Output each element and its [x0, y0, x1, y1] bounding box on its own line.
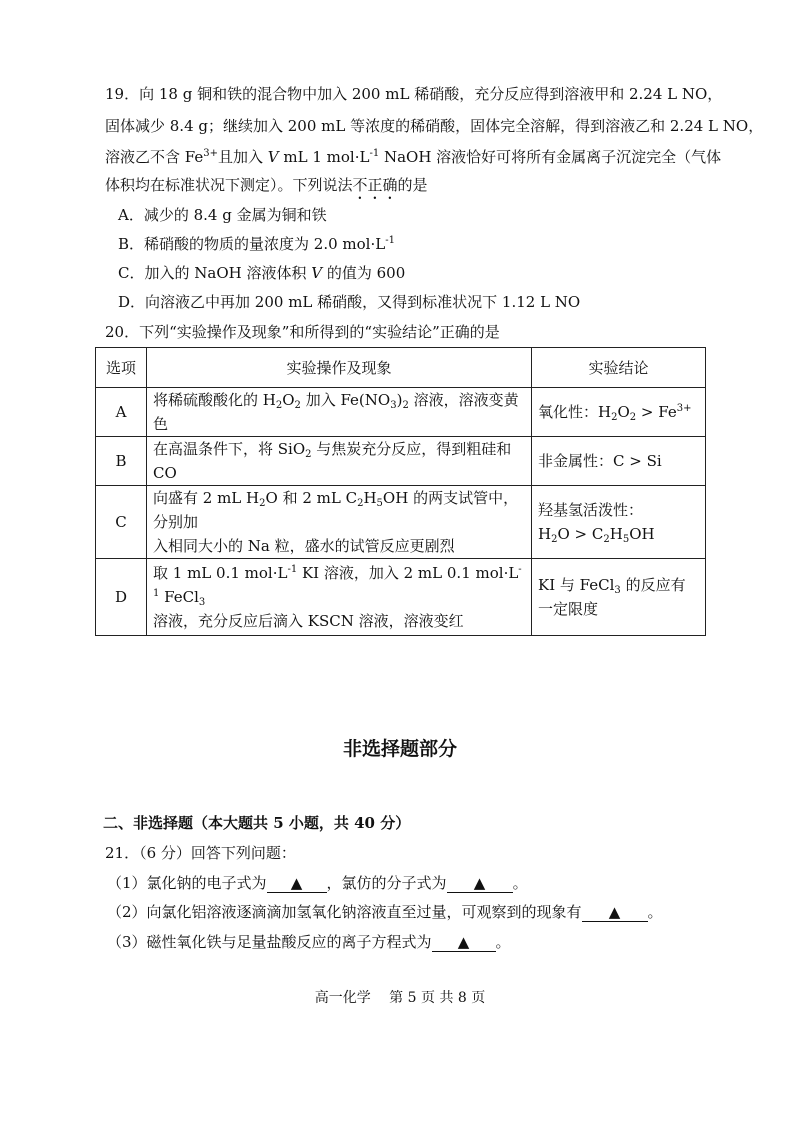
- text: 在高温条件下，将 SiO: [153, 440, 306, 458]
- subscript: 2: [603, 534, 610, 545]
- row-conclusion: [532, 486, 706, 559]
- text: H: [609, 525, 623, 543]
- answer-blank[interactable]: ▲: [447, 874, 513, 893]
- text: 。: [512, 874, 528, 892]
- subscript: 3: [390, 400, 397, 411]
- text: （1）氯化钠的电子式为: [107, 874, 267, 892]
- conclusion-line-1: 羟基氢活泼性：: [538, 501, 644, 519]
- q19-line-4: [105, 175, 428, 203]
- text: H: [363, 489, 377, 507]
- text: 取 1 mL 0.1 mol·L: [153, 564, 288, 582]
- text: H: [538, 525, 552, 543]
- subscript: 2: [275, 400, 283, 411]
- text: 加入 Fe(NO: [300, 391, 391, 409]
- header-operation: 实验操作及现象: [147, 348, 532, 388]
- text: O > C: [557, 525, 604, 543]
- row-conclusion: 非金属性：C > Si: [532, 437, 706, 486]
- subscript: 3: [614, 585, 621, 596]
- table-row-c: [96, 486, 706, 559]
- text: O 和 2 mL C: [265, 489, 358, 507]
- text: KI 溶液，加入 2 mL 0.1 mol·L: [297, 564, 519, 582]
- row-label: B: [96, 437, 147, 486]
- q20-stem: 20．下列“实验操作及现象”和所得到的“实验结论”正确的是: [105, 323, 500, 341]
- text: O: [617, 403, 630, 421]
- header-option: 选项: [96, 348, 147, 388]
- subscript: 2: [551, 534, 558, 545]
- text: C．加入的 NaOH 溶液体积: [118, 264, 312, 282]
- q21-sub1: [107, 873, 528, 893]
- q19-option-c: [118, 263, 405, 283]
- superscript: -1: [369, 148, 380, 159]
- answer-blank[interactable]: ▲: [432, 933, 496, 952]
- text: 的值为 600: [322, 264, 406, 282]
- page-footer: 高一化学 第 5 页 共 8 页: [314, 990, 486, 1006]
- answer-blank[interactable]: ▲: [582, 903, 648, 922]
- text: mL 1 mol·L: [278, 148, 370, 166]
- subscript: 2: [402, 400, 409, 411]
- text: FeCl: [159, 588, 199, 606]
- q21-sub2: [107, 902, 663, 922]
- text: OH: [629, 525, 655, 543]
- q21-stem: 21．（6 分）回答下列问题：: [105, 844, 296, 862]
- text: 体积均在标准状况下测定）。下列说法: [105, 176, 353, 194]
- subscript: 2: [629, 412, 637, 423]
- superscript: 3+: [203, 148, 218, 159]
- table-row-a: [96, 388, 706, 437]
- emphasis-not-correct: 不正确: [352, 176, 398, 194]
- text: 与焦炭充分反应，得到粗硅和 CO: [153, 440, 512, 482]
- text: NaOH 溶液恰好可将所有金属离子沉淀完全（气体: [379, 148, 722, 166]
- row-operation: [147, 388, 532, 437]
- text: 的是: [397, 176, 428, 194]
- q21-sub3: [107, 932, 511, 952]
- text: ): [396, 391, 403, 409]
- text: 溶液乙不含 Fe: [105, 148, 204, 166]
- subscript: 5: [376, 498, 383, 509]
- section-title: 非选择题部分: [342, 738, 457, 760]
- text: O: [282, 391, 295, 409]
- subscript: 5: [622, 534, 630, 545]
- text: 氧化性：H: [538, 403, 612, 421]
- row-operation: [147, 486, 532, 559]
- header-conclusion: 实验结论: [532, 348, 706, 388]
- variable-v: V: [267, 148, 279, 166]
- q19-option-b: [118, 234, 395, 254]
- variable-v: V: [311, 264, 323, 282]
- row-conclusion: [532, 388, 706, 437]
- superscript: 3+: [676, 403, 692, 414]
- text: OH 的两支试管中，分别加: [153, 489, 519, 531]
- operation-line-1: [153, 561, 525, 609]
- part2-heading: 二、非选择题（本大题共 5 小题，共 40 分）: [103, 814, 411, 832]
- text: 。: [647, 903, 663, 921]
- conclusion-line-2: 一定限度: [538, 600, 599, 618]
- answer-blank[interactable]: ▲: [267, 874, 327, 893]
- text: 向盛有 2 mL H: [153, 489, 260, 507]
- q19-option-d: D．向溶液乙中再加 200 mL 稀硝酸，又得到标准状况下 1.12 L NO: [118, 293, 581, 311]
- superscript: -1: [287, 564, 298, 575]
- table-row-b: [96, 437, 706, 486]
- subscript: 2: [305, 449, 312, 460]
- row-operation: [147, 559, 532, 636]
- text: 且加入: [217, 148, 268, 166]
- subscript: 2: [611, 412, 618, 423]
- text: 溶液，溶液变黄色: [153, 391, 519, 433]
- subscript: 2: [294, 400, 301, 411]
- text: B．稀硝酸的物质的量浓度为 2.0 mol·L: [118, 235, 386, 253]
- conclusion-line-2: [538, 522, 699, 546]
- superscript: -1: [385, 235, 395, 246]
- conclusion-line-1: [538, 573, 699, 597]
- q19-line-2: 固体减少 8.4 g；继续加入 200 mL 等浓度的稀硝酸，固体完全溶解，得到溶液乙和 2.24 L NO，: [105, 117, 764, 135]
- text: > Fe: [636, 403, 677, 421]
- text: 。: [495, 933, 511, 951]
- operation-line-1: [153, 486, 525, 534]
- text: KI 与 FeCl: [538, 576, 615, 594]
- operation-line-2: 溶液，充分反应后滴入 KSCN 溶液，溶液变红: [153, 612, 464, 630]
- text: （2）向氯化铝溶液逐滴滴加氢氧化钠溶液直至过量，可观察到的现象有: [107, 903, 582, 921]
- operation-line-2: 入相同大小的 Na 粒，盛水的试管反应更剧烈: [153, 537, 455, 555]
- subscript: 2: [259, 498, 266, 509]
- table-header-row: [96, 348, 706, 388]
- subscript: 2: [357, 498, 364, 509]
- row-label: C: [96, 486, 147, 559]
- q19-line-3: [105, 147, 721, 167]
- subscript: 3: [198, 597, 206, 608]
- text: ，氯仿的分子式为: [326, 874, 447, 892]
- experiment-table: [95, 347, 706, 636]
- text: 的反应有: [620, 576, 686, 594]
- table-row-d: [96, 559, 706, 636]
- row-label: A: [96, 388, 147, 437]
- q19-option-a: A．减少的 8.4 g 金属为铜和铁: [118, 206, 327, 224]
- row-label: D: [96, 559, 147, 636]
- text: （3）磁性氧化铁与足量盐酸反应的离子方程式为: [107, 933, 432, 951]
- text: 将稀硫酸酸化的 H: [153, 391, 276, 409]
- superscript: -1: [153, 564, 522, 599]
- row-operation: [147, 437, 532, 486]
- row-conclusion: [532, 559, 706, 636]
- q19-line-1: 19．向 18 g 铜和铁的混合物中加入 200 mL 稀硝酸，充分反应得到溶液甲和 2.24 L NO，: [105, 85, 723, 103]
